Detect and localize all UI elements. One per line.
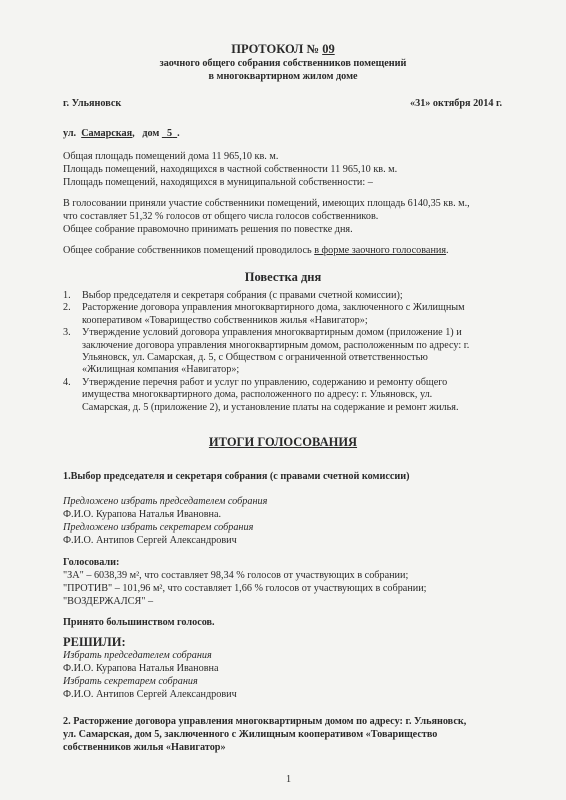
page-number: 1	[286, 774, 292, 785]
decided-label: РЕШИЛИ:	[63, 635, 126, 649]
title-prefix: ПРОТОКОЛ №	[231, 42, 320, 56]
agenda-item-line: «Жилищная компания «Навигатор»;	[82, 364, 240, 376]
voted-label: Голосовали:	[63, 557, 120, 568]
question2-line1: 2. Расторжение договора управления многоквартирным домом по адресу: г. Ульяновск,	[63, 716, 467, 727]
agenda-item-line: кооперативом «Товарищество собственников жилья «Навигатор»;	[82, 314, 368, 326]
agenda-item-line: Расторжение договора управления многоквартирного дома, заключенного с Жилищным	[82, 302, 465, 314]
title-number: 09	[322, 42, 335, 56]
area-private: Площадь помещений, находящихся в частной собственности 11 965,10 кв. м.	[63, 164, 398, 175]
vote-for: "ЗА" – 6038,39 м², что составляет 98,34 % голосов от участвующих в собрании;	[63, 570, 409, 581]
decided-secretary-name: Ф.И.О. Антипов Сергей Александрович	[63, 689, 237, 700]
accepted-note: Принято большинством голосов.	[63, 617, 215, 628]
participation-line2: что составляет 51,32 % голосов от общего числа голосов собственников.	[63, 211, 379, 222]
date: «31» октября 2014 г.	[410, 98, 503, 109]
agenda-item-line: Утверждение условий договора управления многоквартирным домом (приложение 1) и	[82, 327, 462, 339]
decided-chair-label: Избрать председателем собрания	[63, 650, 212, 661]
house-label: дом	[142, 128, 160, 139]
question2-line2: ул. Самарская, дом 5, заключенного с Жилищным кооперативом «Товарищество	[63, 729, 438, 740]
participation-line1: В голосовании приняли участие собственники помещений, имеющих площадь 6140,35 кв. м.,	[63, 198, 470, 209]
city: г. Ульяновск	[63, 98, 122, 109]
agenda-item-line: Самарская, д. 5 (приложение 2), и установление платы на содержание и ремонт жилья.	[82, 401, 459, 413]
proposed-chair-name: Ф.И.О. Курапова Наталья Ивановна.	[63, 509, 222, 520]
meeting-form	[63, 245, 449, 257]
area-total: Общая площадь помещений дома 11 965,10 кв. м.	[63, 151, 279, 162]
vote-against: "ПРОТИВ" – 101,96 м², что составляет 1,66 % голосов от участвующих в собрании;	[63, 583, 427, 594]
participation-line3: Общее собрание правомочно принимать решения по повестке дня.	[63, 224, 353, 235]
protocol-title	[0, 43, 566, 55]
subtitle-line1: заочного общего собрания собственников помещений	[159, 58, 407, 69]
street-label: ул.	[63, 128, 77, 139]
question1-title: 1.Выбор председателя и секретаря собрания (с правами счетной комиссии)	[63, 471, 410, 482]
agenda-heading: Повестка дня	[244, 270, 322, 284]
proposed-secretary-label: Предложено избрать секретарем собрания	[63, 522, 254, 533]
agenda-item-line: Выбор председателя и секретаря собрания (с правами счетной комиссии);	[82, 290, 403, 301]
agenda-item-number: 3.	[63, 327, 71, 339]
area-municipal: Площадь помещений, находящихся в муниципальной собственности: –	[63, 177, 373, 188]
agenda-item-line: Утверждение перечня работ и услуг по управлению, содержанию и ремонту общего	[82, 376, 448, 388]
question2-line3: собственников жилья «Навигатор»	[63, 742, 226, 753]
decided-secretary-label: Избрать секретарем собрания	[63, 676, 198, 687]
agenda-item-number: 1.	[63, 290, 71, 301]
meeting-form-type: в форме заочного голосования	[314, 245, 447, 256]
meeting-form-text: Общее собрание собственников помещений проводилось	[63, 245, 315, 256]
street-value: Самарская	[81, 128, 133, 139]
agenda-item-line: заключение договора управления многоквартирным домом, расположенным по адресу: г.	[82, 339, 470, 351]
proposed-secretary-name: Ф.И.О. Антипов Сергей Александрович	[63, 535, 237, 546]
vote-abstain: "ВОЗДЕРЖАЛСЯ" –	[63, 596, 154, 607]
decided-chair-name: Ф.И.О. Курапова Наталья Ивановна	[63, 663, 219, 674]
agenda-item-line: Ульяновск, ул. Самарская, д. 5, с Обществом с ограниченной ответственностью	[82, 352, 428, 363]
subtitle-line2: в многоквартирном жилом доме	[208, 71, 358, 82]
agenda-item-number: 2.	[63, 302, 71, 314]
proposed-chair-label: Предложено избрать председателем собрания	[63, 496, 268, 507]
agenda-item-line: имущества многоквартирного дома, расположенного по адресу: г. Ульяновск, ул.	[82, 389, 433, 401]
agenda-item-number: 4.	[63, 376, 71, 388]
house-value: 5	[166, 128, 173, 139]
results-heading: ИТОГИ ГОЛОСОВАНИЯ	[208, 435, 358, 449]
meeting-form-end: .	[446, 245, 449, 256]
address-line: ул. Самарская, дом 5 .	[63, 128, 180, 139]
